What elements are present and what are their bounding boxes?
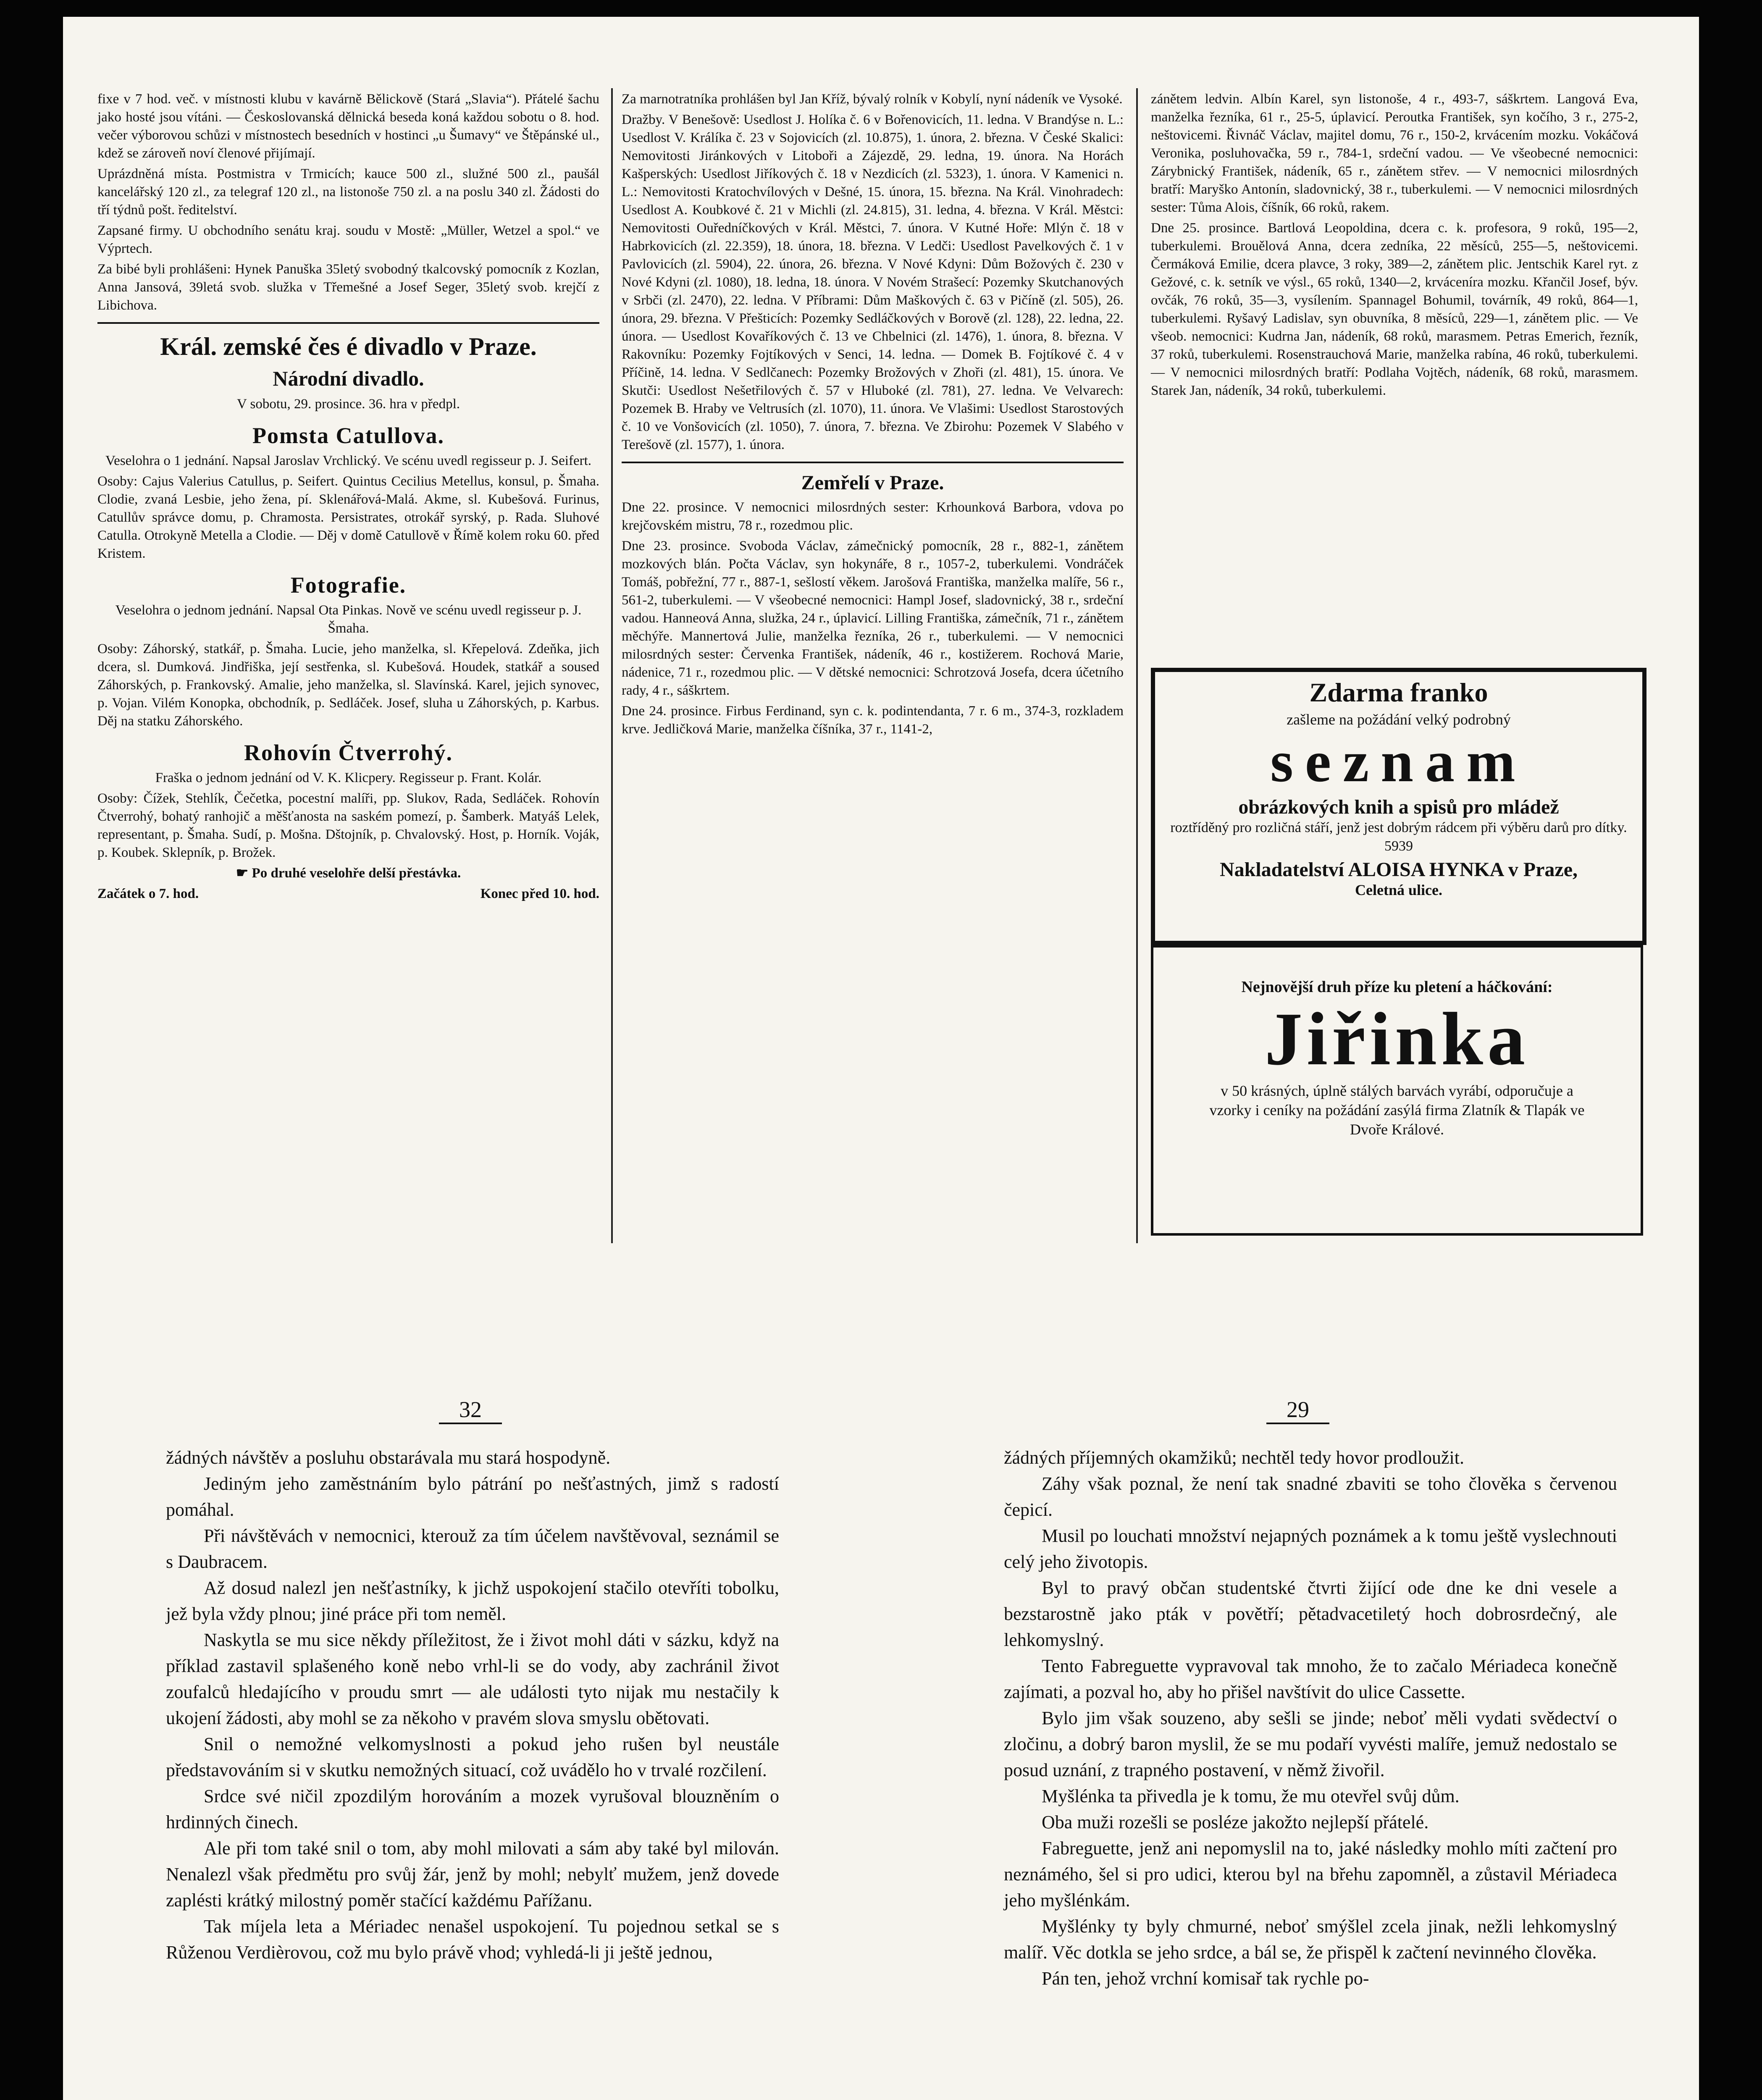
ad1-address: Celetná ulice. [1355, 882, 1442, 898]
paragraph: Byl to pravý občan studentské čtvrti žijící ode dne ke dni vesele a bezstarostně jako pták v povětří; pětadvacetiletý hoch dobrosrdečný, ale lehkomyslný. [1004, 1578, 1617, 1650]
left-page-number: 32 [420, 1396, 521, 1424]
deaths-23: Dne 23. prosince. Svoboda Václav, zámečnický pomocník, 28 r., 882-1, zánětem mozkových blán. Počta Václav, syn hokynáře, 8 r., 1057-2, tuberkulemi. Vondráček Tomáš, pobřežní, 77 r., 887-1, sešlostí věkem. Jarošová Františka, manželka malíře, 56 r., 561-2, tuberkulemi. — V všeobecné nemocnici: Hampl Josef, sladovnický, 38 r., srdeční vadou. Hanneová Anna, služka, 24 r., úplavicí. Lilling Františka, zámečník, 71 r., zánětem měchýře. Mannertová Julie, manželka řezníka, 26 r., tuberkulemi. — V nemocnici milosrdných sester: Červenka František, nádeník, 46 r., kostižerem. Rochová Marie, nádenice, 71 r., rozedmou plic. — V dětské nemocnici: Schrotzová Josefa, dcera účetního rady, 4 r., sáškrtem. [622, 538, 1124, 698]
club-notice: fixe v 7 hod. več. v místnosti klubu v kavárně Bělickově (Stará „Slavia“). Přátelé šachu jako hosté jsou vítáni. — Českoslovanská dělnická beseda koná každou sobotu o 8. hod. večer výborovou schůzi v místnostech besedních v hostinci „u Šumavy“ ve Štěpánské ul., kdež se zároveň noví členové přijímají. [97, 92, 599, 161]
news-column-1 [97, 90, 599, 903]
play-1-cast: Osoby: Cajus Valerius Catullus, p. Seifert. Quintus Cecilius Metellus, konsul, p. Šmaha. Clodie, zvaná Lesbie, jeho žena, pí. Sklenářová-Malá. Akme, sl. Kubešová. Furinus, Catullův správce domu, p. Chramosta. Persistrates, otrokář syrský, p. Rada. Sluhové Catulla. Otrokyně Metella a Clodie. — Děj v domě Catullově v Římě kolem roku 60. před Kristem. [97, 474, 599, 561]
programme-date: V sobotu, 29. prosince. 36. hra v předpl. [237, 396, 460, 412]
end-time: Konec před 10. hod. [480, 886, 599, 901]
paragraph: Ale při tom také snil o tom, aby mohl milovati a sám aby také byl milován. Nenalezl však předmětu pro svůj žár, jenž by mohl; nebylť mužem, jenž dovede zaplésti krátký milostný poměr stačící každému Pařížanu. [166, 1838, 779, 1911]
paragraph: Snil o nemožné velkomyslnosti a pokud jeho rušen byl neustále představováním si v skutku nemožných situací, což uvádělo ho v trvalé rozčilení. [166, 1734, 779, 1780]
paragraph: Při návštěvách v nemocnici, kterouž za tím účelem navštěvoval, seznámil se s Daubracem. [166, 1525, 779, 1572]
divider [622, 462, 1124, 463]
ad1-headline: Zdarma franko [1309, 677, 1488, 707]
play-3-title: Rohovín Čtverrohý. [244, 740, 453, 765]
play-1-info: Veselohra o 1 jednání. Napsal Jaroslav Vrchlický. Ve scénu uvedl regisseur p. J. Seifert. [105, 453, 591, 468]
paragraph: Jediným jeho zaměstnáním bylo pátrání po nešťastných, jimž s radostí pomáhal. [166, 1473, 779, 1520]
play-2-cast: Osoby: Záhorský, statkář, p. Šmaha. Lucie, jeho manželka, sl. Křepelová. Zdeňka, jich dcera, sl. Dumková. Jindřiška, její sestřenka, sl. Kubešová. Houdek, statkář a soused Záhorských, p. Frankovský. Amalie, jeho manželka, sl. Slavínská. Karel, jejich synovec, p. Vojan. Vilém Konopka, obchodník, p. Sedláček. Josef, sluha u Záhorských, p. Karbus. Děj na statku Záhorského. [97, 641, 599, 729]
play-3-cast: Osoby: Čížek, Stehlík, Čečetka, pocestní malíři, pp. Slukov, Rada, Sedláček. Rohovín Čtverrohý, bohatý ranhojič a měšťanosta na saském pomezí, p. Šamberk. Matyáš Lelek, representant, p. Šmaha. Sudí, p. Mošna. Dštojník, p. Chvalovský. Host, p. Horník. Voják, p. Koubek. Sklepník, p. Brožek. [97, 791, 599, 860]
paragraph: Záhy však poznal, že není tak snadné zbaviti se toho člověka s červenou čepicí. [1004, 1473, 1617, 1520]
news-column-3 [1151, 90, 1638, 402]
ad1-description: roztříděný pro rozličná stáří, jenž jest dobrým rádcem při výběru darů pro dítky. 5939 [1170, 820, 1627, 854]
ad1-keyword: seznam [1270, 729, 1527, 794]
ad-yarn [1151, 945, 1643, 1236]
paragraph: Srdce své ničil zpozdilým horováním a mozek vyrušoval blouzněním o hrdinných činech. [166, 1786, 779, 1832]
paragraph: Fabreguette, jenž ani nepomyslil na to, jaké následky mohlo míti začtení pro neznámého, šel si pro udici, kterou byl na břehu zapomněl, a zůstavil Mériadeca jeho myšlénkám. [1004, 1838, 1617, 1911]
start-time: Začátek o 7. hod. [97, 886, 199, 901]
paragraph: Tak míjela leta a Mériadec nenašel uspokojení. Tu pojednou setkal se s Růženou Verdièrovou, což mu bylo právě vhod; vyhledá-li ji ještě jednou, [166, 1916, 779, 1963]
intermission-note: ☛ Po druhé veselohře delší přestávka. [236, 866, 461, 881]
news-column-2 [622, 90, 1124, 741]
paragraph: Naskytla se mu sice někdy příležitost, že i život mohl dáti v sázku, když na příklad zastavil splašeného koně nebo vrhl-li se do vody, aby zachránil život zoufalců hledajícího v proudu smrt — ale události tyto nijak mu nestačily k ukojení žádosti, aby mohl se za někoho v pravém slova smyslu obětovati. [166, 1630, 779, 1728]
ad1-books: obrázkových knih a spisů pro mládež [1238, 796, 1559, 818]
auctions: Dražby. V Benešově: Usedlost J. Holíka č. 6 v Bořenovicích, 11. ledna. V Brandýse n. L.: Usedlost V. Králíka č. 23 v Sojovicích (zl. 10.875), 1. února, 2. března. V České Skalici: Nemovitosti Jiránkových v Litoboři a Zájezdě, 29. ledna, 19. února. Na Horách Kašperských: Usedlost Jiříkových č. 18 v Nezdicích (zl. 5323), 1. února. V Kamenici n. L.: Nemovitosti Kratochvílových v Dešné, 15. února, 15. března. Na Král. Vinohradech: Usedlost A. Koubkové č. 21 v Michli (zl. 24.815), 31. ledna, 4. března. V Král. Městci: Nemovitosti Ouředníčkových v Král. Městci, 7. února. V Kutné Hoře: Mlýn č. 18 v Habrkovicích (zl. 22.359), 18. února, 18. března. V Ledči: Usedlost Pavelkových č. 1 v Pavlovicích (zl. 5904), 22. února, 26. března. V Nové Kdyni: Dům Božových č. 230 v Nové Kdyni (zl. 1080), 18. ledna, 18. února. V Novém Strašecí: Pozemky Skutchanových v Srbči (zl. 2470), 22. ledna. V Příbrami: Dům Maškových č. 63 v Pičíně (zl. 505), 26. února, 29. března. V Přešticích: Pozemky Sedláčkových v Borově (zl. 128), 22. ledna, 22. února. — Usedlost Kovaříkových č. 13 ve Chbelnici (zl. 1476), 1. února, 8. března. V Rakovníku: Pozemky Fojtíkových v Senci, 14. ledna. — Domek B. Fojtíkové č. 4 v Příčině, 14. ledna. V Sedlčanech: Pozemky Brožových v Zhoři (zl. 481), 15. února. Ve Skutči: Usedlost Nešetřilových č. 57 v Hluboké (zl. 781), 27. ledna. Ve Velvarech: Pozemek B. Hraby ve Veltrusích (zl. 1070), 11. února. Ve Vlašimi: Usedlost Starostových č. 10 ve Vonšovicích (zl. 1050), 7. února, 7. března. Ve Zbirohu: Pozemek V Slabého v Terešově (zl. 1577), 1. února. [622, 112, 1124, 452]
ad1-publisher: Nakladatelství ALOISA HYNKA v Praze, [1219, 858, 1578, 881]
right-page-number: 29 [1247, 1396, 1348, 1424]
declared-notice: Za bibé byli prohlášeni: Hynek Panuška 35letý svobodný tkalcovský pomocník z Kozlan, Anna Jansová, 39letá svob. služka v Třemešné a Josef Seger, 35letý svob. krejčí z Libichova. [97, 262, 599, 313]
ad1-subline: zašleme na požádání velký podrobný [1287, 711, 1511, 728]
column-divider-1 [611, 88, 613, 1243]
deaths-continued: zánětem ledvin. Albín Karel, syn listonoše, 4 r., 493-7, sáškrtem. Langová Eva, manželka řezníka, 61 r., 25-5, úplavicí. Peroutka František, syn kočího, 3 r., 275-2, neštovicemi. Řivnáč Václav, majitel domu, 76 r., 150-2, krvácením mozku. Vokáčová Veronika, posluhovačka, 59 r., 784-1, srdeční vadou. — Ve všeobecné nemocnici: Zárybnický František, nádeník, 65 r., zánětem střev. — V nemocnici milosrdných bratří: Maryško Antonín, sladovnický, 38 r., tuberkulemi. — V nemocnici milosrdných sester: Tůma Alois, číšník, 66 roků, rakem. [1151, 92, 1638, 215]
paragraph: Oba muži rozešli se posléze jakožto nejlepší přátelé. [1042, 1812, 1429, 1832]
play-2-title: Fotografie. [290, 572, 407, 598]
theatre-subtitle: Národní divadlo. [273, 367, 424, 390]
book-page-left [166, 1445, 779, 1966]
deaths-title: Zemřelí v Praze. [801, 472, 944, 494]
spendthrift-notice: Za marnotratníka prohlášen byl Jan Kříž, bývalý rolník v Kobylí, nyní nádeník ve Vysoké. [622, 92, 1123, 107]
paragraph: žádných návštěv a posluhu obstarávala mu stará hospodyně. [166, 1447, 611, 1468]
paragraph: Myšlénky ty byly chmurné, neboť smýšlel zcela jinak, nežli lehkomyslný malíř. Věc dotkla se jeho srdce, a bál se, že přispěl k začtení nevinného člověka. [1004, 1916, 1617, 1963]
ad2-brand: Jiřinka [1264, 997, 1530, 1081]
paragraph: Musil po louchati množství nejapných poznámek a k tomu ještě vyslechnouti celý jeho životopis. [1004, 1525, 1617, 1572]
ad2-intro: Nejnovější druh příze ku pletení a háčkování: [1241, 978, 1553, 996]
paragraph: Pán ten, jehož vrchní komisař tak rychle po- [1042, 1968, 1369, 1989]
paragraph: Tento Fabreguette vypravoval tak mnoho, že to začalo Mériadeca konečně zajímati, a pozval ho, aby ho přišel navštívit do ulice Cassette. [1004, 1656, 1617, 1702]
ad-book-catalogue [1151, 668, 1646, 945]
paragraph: Až dosud nalezl jen nešťastníky, k jichž uspokojení stačilo otevříti tobolku, jež byla vždy plnou; jiné práce při tom neměl. [166, 1578, 779, 1624]
divider [97, 322, 599, 324]
deaths-22: Dne 22. prosince. V nemocnici milosrdných sester: Krhounková Barbora, vdova po krejčovském mistru, 78 r., rozedmou plic. [622, 500, 1124, 533]
deaths-25: Dne 25. prosince. Bartlová Leopoldina, dcera c. k. profesora, 9 roků, 195—2, tuberkulemi. Brouělová Anna, dcera zedníka, 22 měsíců, 255—5, neštovicemi. Čermáková Emilie, dcera plavce, 3 roky, 389—2, zánětem plic. Jentschik Karel ryt. z Gežové, c. k. setník ve výsl., 65 roků, 1340—2, krváceníra mozku. Křančil Josef, býv. ovčák, 76 roků, 35—3, vysílením. Spannagel Bohumil, továrník, 49 roků, 864—1, tuberkulemi. Ryšavý Ladislav, syn obuvníka, 8 měsíců, 229—1, zánětem plic. — Ve všeob. nemocnici: Kudrna Jan, nádeník, 68 roků, marasmem. Petras Emerich, řezník, 37 roků, tuberkulemi. Rosenstrauchová Marie, manželka rabína, 46 roků, tuberkulemi. — V nemocnici milosrdných bratří: Podlaha Vojtěch, nádeník, 68 roků, marasmem. Starek Jan, nádeník, 34 roků, tuberkulemi. [1151, 220, 1638, 398]
theatre-title: Král. zemské čes é divadlo v Praze. [160, 333, 537, 360]
ad2-description: v 50 krásných, úplně stálých barvách vyrábí, odporučuje a vzorky i ceníky na požádání zasýlá firma Zlatník & Tlapák ve Dvoře Králové. [1209, 1082, 1585, 1138]
paragraph: Bylo jim však souzeno, aby sešli se jinde; neboť měli vydati svědectví o zločinu, a dobrý baron myslil, že se mu podaří vyvésti malíře, jemuž nedostalo se posud uznání, z trapného postavení, v němž živořil. [1004, 1708, 1617, 1780]
registered-firms: Zapsané firmy. U obchodního senátu kraj. soudu v Mostě: „Müller, Wetzel a spol.“ ve Výprtech. [97, 223, 599, 256]
vacancies-notice: Uprázdněná místa. Postmistra v Trmicích; kauce 500 zl., služné 500 zl., paušál kancelářský 120 zl., za telegraf 120 zl., na listonoše 750 zl. a na poslu 340 zl. Žádosti do tří týdnů pošt. ředitelství. [97, 166, 599, 218]
book-page-right [1004, 1445, 1617, 1992]
column-divider-2 [1136, 88, 1138, 1243]
play-1-title: Pomsta Catullova. [252, 423, 444, 448]
deaths-24: Dne 24. prosince. Firbus Ferdinand, syn c. k. podintendanta, 7 r. 6 m., 374-3, rozkladem krve. Jedličková Marie, manželka číšníka, 37 r., 1141-2, [622, 704, 1124, 737]
play-2-info: Veselohra o jednom jednání. Napsal Ota Pinkas. Nově ve scénu uvedl regisseur p. J. Šmaha. [115, 603, 582, 636]
play-3-info: Fraška o jednom jednání od V. K. Klicpery. Regisseur p. Frant. Kolár. [155, 770, 542, 785]
paragraph: Myšlénka ta přivedla je k tomu, že mu otevřel svůj dům. [1042, 1786, 1460, 1806]
start-end-times [97, 885, 599, 903]
paragraph: žádných příjemných okamžiků; nechtěl tedy hovor prodloužit. [1004, 1447, 1465, 1468]
